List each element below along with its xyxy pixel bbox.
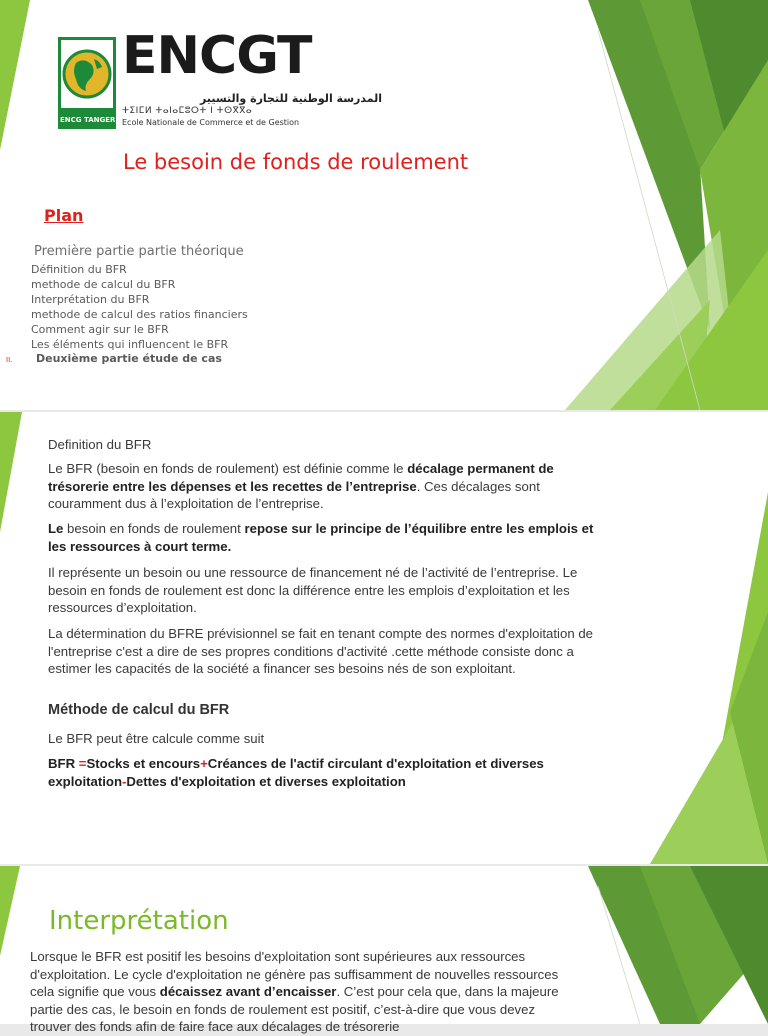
text-run: Lorsque le BFR est positif les besoins d'exploitation sont supérieures aux ressources d'exploitation. Le cycle d'exploitation ne génère pas suffisamment de nouvelles ressources cela signifie que vous bbox=[30, 949, 559, 999]
text-run: besoin en fonds de roulement bbox=[63, 521, 245, 536]
plan-item: methode de calcul des ratios financiers bbox=[31, 308, 248, 321]
emphasis-text: décalage permanent de trésorerie entre les dépenses et les recettes de l’entreprise bbox=[48, 461, 554, 494]
emphasis-text: repose sur le principe de l’équilibre entre les emplois et les ressources à court terme. bbox=[48, 521, 594, 554]
formula-term: Stocks et encours bbox=[86, 756, 201, 771]
bfre-paragraph: La détermination du BFRE prévisionnel se fait en tenant compte des normes d'exploitation de l'entreprise c'est a dire de ses propres conditions d'activité .cette méthode consiste donc a estimer les capacités de la société a financer ses besoins nés de son exploitant. bbox=[48, 626, 593, 676]
formula-operator: = bbox=[78, 756, 87, 771]
encg-logo-emblem bbox=[58, 37, 116, 129]
definition-paragraph bbox=[48, 460, 608, 513]
logo-badge-text: ENCG TANGER bbox=[60, 116, 116, 124]
plan-item: Comment agir sur le BFR bbox=[31, 323, 169, 336]
brand-tifinagh-name: ⵜⵉⵏⵎⵍ ⵜⴰⵏⴰⵎⵓⵔⵜ ⵏ ⵜⵙⴳⴳⴰ bbox=[122, 106, 253, 116]
emphasis-text: décaissez avant d’encaisser bbox=[159, 984, 337, 999]
text-run: . Ces décalages sont couramment dus à l’exploitation de l’entreprise. bbox=[48, 478, 540, 511]
slide-title-plan bbox=[0, 0, 768, 410]
bfr-formula bbox=[48, 755, 608, 790]
plan-heading: Plan bbox=[44, 206, 84, 225]
part-two-marker: II. bbox=[6, 356, 13, 364]
text-run: Le BFR (besoin en fonds de roulement) est définie comme le bbox=[48, 461, 408, 476]
part-two-heading: Deuxième partie étude de cas bbox=[36, 352, 222, 365]
emphasis-text: Le bbox=[48, 521, 64, 536]
slide-title: Le besoin de fonds de roulement bbox=[123, 150, 469, 174]
plan-item: methode de calcul du BFR bbox=[31, 278, 176, 291]
slide-definition-method bbox=[0, 412, 768, 864]
brand-arabic-name: المدرسة الوطنية للتجارة والتسيير bbox=[200, 92, 382, 105]
slide-interpretation bbox=[0, 866, 768, 1034]
plan-list bbox=[31, 262, 248, 352]
formula-term: BFR bbox=[48, 756, 79, 771]
text-run: . C’est pour cela que, dans la majeure partie des cas, le besoin en fonds de roulement est positif, c’est-à-dire que vous devez trouver des fonds afin de faire face aux décalages de trésorerie bbox=[30, 984, 559, 1034]
plan-item: Interprétation du BFR bbox=[31, 293, 150, 306]
formula-operator: + bbox=[200, 756, 208, 771]
definition-heading: Definition du BFR bbox=[48, 437, 152, 452]
resource-paragraph: Il représente un besoin ou une ressource de financement né de l’activité de l’entreprise. Le besoin en fonds de roulement est donc la différence entre les emplois d’exploitation et les ressources d’exploitation. bbox=[48, 565, 578, 615]
brand-name: ENCGT bbox=[122, 26, 312, 86]
plan-item: Définition du BFR bbox=[31, 263, 127, 276]
formula-term: Dettes d'exploitation et diverses exploitation bbox=[126, 773, 406, 789]
principle-paragraph bbox=[48, 520, 608, 555]
brand-french-name: Ecole Nationale de Commerce et de Gestion bbox=[122, 118, 300, 127]
formula-term: Créances de l'actif circulant d'exploitation et diverses exploitation bbox=[48, 756, 544, 789]
interpretation-paragraph bbox=[30, 948, 575, 1036]
interpretation-title: Interprétation bbox=[49, 906, 229, 936]
formula-operator: - bbox=[122, 773, 127, 789]
part-one-heading: Première partie partie théorique bbox=[34, 244, 244, 259]
method-intro: Le BFR peut être calcule comme suit bbox=[48, 731, 265, 746]
plan-item: Les éléments qui influencent le BFR bbox=[31, 338, 229, 351]
method-heading: Méthode de calcul du BFR bbox=[48, 702, 230, 718]
